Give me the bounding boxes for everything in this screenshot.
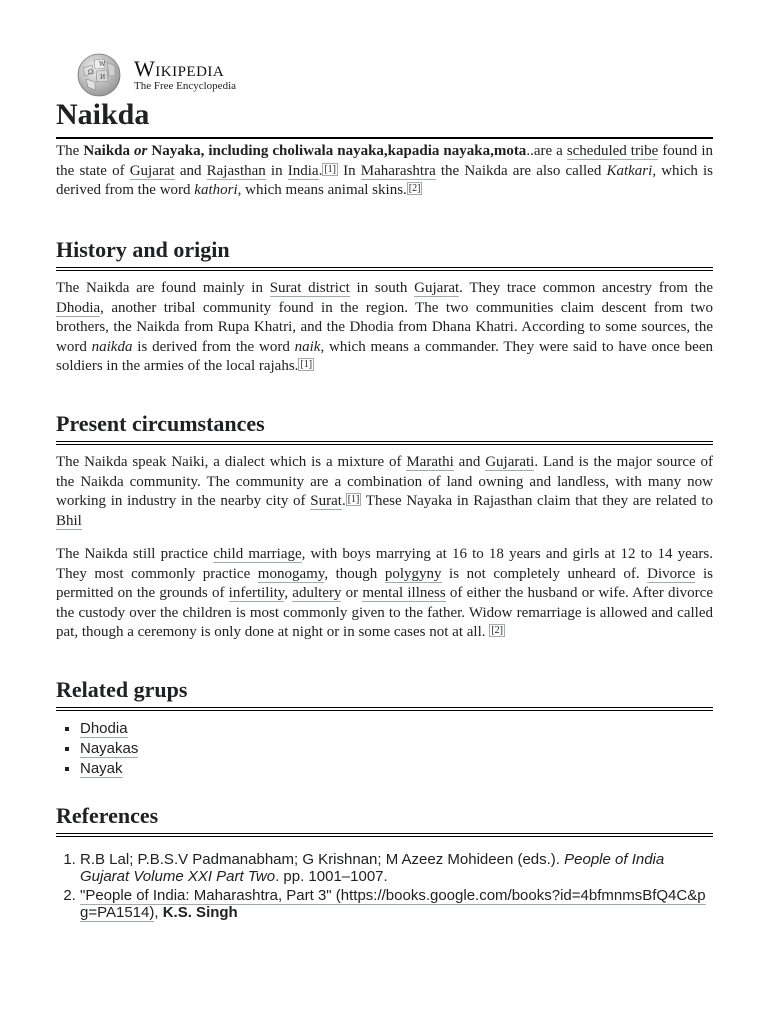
history-text: in south xyxy=(349,280,415,296)
present-text: The Naikda still practice xyxy=(56,546,214,562)
history-text: . They trace common ancestry from the xyxy=(459,280,713,296)
link-infertility[interactable]: infertility xyxy=(228,585,285,601)
related-heading: Related grups xyxy=(56,676,713,711)
link-nayakas[interactable]: Nayakas xyxy=(80,740,139,757)
wikipedia-globe-icon xyxy=(74,52,124,98)
present-text: is permitted on the grounds of xyxy=(56,565,714,601)
present-heading: Present circumstances xyxy=(56,410,713,445)
intro-italic-katkari: Katkari xyxy=(606,162,653,179)
wikipedia-tagline: The Free Encyclopedia xyxy=(134,80,237,92)
wikipedia-wordmark: Wikipedia xyxy=(134,56,225,81)
history-paragraph xyxy=(56,279,713,377)
citation-2[interactable]: [2] xyxy=(408,183,421,194)
present-paragraph-1 xyxy=(56,453,713,531)
intro-bold-nayaka: Nayaka, including choliwala nayaka,kapadia nayaka,mota xyxy=(151,143,527,159)
present-text: . xyxy=(341,493,346,509)
present-section xyxy=(56,410,713,643)
present-text: , xyxy=(284,585,293,601)
intro-text: ..are a xyxy=(526,143,567,159)
svg-text:W: W xyxy=(99,61,106,68)
history-text: , which means a commander. They were said to have once been soldiers in the armies of the local rajahs. xyxy=(56,338,713,374)
link-gujarati[interactable]: Gujarati xyxy=(485,454,535,470)
intro-text: In xyxy=(338,162,361,179)
intro-paragraph xyxy=(56,142,713,201)
present-text: and xyxy=(453,454,486,470)
link-nayak[interactable]: Nayak xyxy=(80,760,123,777)
history-text: The Naikda are found mainly in xyxy=(56,280,270,296)
intro-section xyxy=(56,142,713,201)
list-item xyxy=(80,739,713,759)
present-text: is not completely unheard of. xyxy=(441,565,648,582)
link-gujarat[interactable]: Gujarat xyxy=(414,280,460,296)
link-divorce[interactable]: Divorce xyxy=(647,565,696,582)
reference-italic-title: People of India Gujarat Volume XXI Part Two xyxy=(80,851,665,885)
history-section xyxy=(56,236,713,377)
link-polygyny[interactable]: polygyny xyxy=(384,565,442,582)
intro-italic-kathori: kathori xyxy=(194,182,238,198)
references-section xyxy=(56,802,713,923)
citation-2[interactable]: [2] xyxy=(491,625,503,636)
intro-bold-naikda: Naikda xyxy=(83,143,131,159)
link-bhil[interactable]: Bhil xyxy=(56,512,82,529)
list-item xyxy=(80,719,713,739)
reference-item xyxy=(80,851,713,885)
page-title: Naikda xyxy=(56,96,713,139)
references-heading: References xyxy=(56,802,713,837)
intro-text: . xyxy=(318,162,323,179)
related-list xyxy=(56,719,713,779)
link-monogamy[interactable]: monogamy xyxy=(257,565,325,582)
reference-text: R.B Lal; P.B.S.V Padmanabham; G Krishnan; M Azeez Mohideen (eds.). xyxy=(80,851,565,868)
present-text: These Nayaka in Rajasthan claim that they are related to xyxy=(361,493,713,509)
link-gujarat[interactable]: Gujarat xyxy=(129,162,175,179)
citation-1[interactable]: [1] xyxy=(347,494,360,505)
link-maharashtra[interactable]: Maharashtra xyxy=(360,162,436,179)
history-text: , another tribal community found in the region. The two communities claim descent from two brothers, the Naikda from Rupa Khatri, and the Dhodia from Dhana Khatri. According to some sources, the word xyxy=(56,299,713,355)
citation-1[interactable]: [1] xyxy=(300,359,313,370)
history-italic-naik: naik xyxy=(294,338,321,355)
intro-text: the Naikda are also called xyxy=(435,162,607,179)
list-item xyxy=(80,759,713,779)
present-text: , with boys marrying at 16 to 18 years and girls at 12 to 14 years. They most commonly practice xyxy=(56,546,713,582)
present-text: The Naikda speak Naiki, a dialect which is a mixture of xyxy=(56,454,407,470)
present-text: , though xyxy=(324,565,385,582)
reference-item xyxy=(80,887,713,921)
history-heading: History and origin xyxy=(56,236,713,271)
wikipedia-logo[interactable] xyxy=(74,52,264,98)
intro-text: , which means animal skins. xyxy=(237,182,407,198)
reference-text: , xyxy=(154,904,163,921)
intro-or: or xyxy=(134,143,148,159)
references-list xyxy=(56,851,713,921)
svg-text:Ω: Ω xyxy=(88,69,93,76)
link-surat[interactable]: Surat xyxy=(310,493,342,509)
intro-text: in xyxy=(265,162,288,179)
reference-author: K.S. Singh xyxy=(162,904,238,921)
present-text: or xyxy=(341,585,363,601)
link-india[interactable]: India xyxy=(287,162,319,179)
svg-text:И: И xyxy=(100,74,106,81)
related-section xyxy=(56,676,713,779)
link-mental-illness[interactable]: mental illness xyxy=(362,585,446,601)
link-rajasthan[interactable]: Rajasthan xyxy=(206,162,266,179)
citation-1[interactable]: [1] xyxy=(324,163,336,175)
link-child-marriage[interactable]: child marriage xyxy=(213,546,302,562)
reference-text: . pp. 1001–1007. xyxy=(275,868,388,885)
link-dhodia[interactable]: Dhodia xyxy=(56,299,101,316)
link-marathi[interactable]: Marathi xyxy=(406,454,454,470)
intro-text: The xyxy=(56,143,84,159)
intro-text: , which is derived from the word xyxy=(56,162,713,198)
history-italic-naikda: naikda xyxy=(91,338,133,355)
reference-link[interactable]: "People of India: Maharashtra, Part 3" (https://books.google.com/books?id=4bfmnmsBfQ4C&pg=PA1514) xyxy=(80,887,706,921)
present-text: . Land is the major source of the Naikda community. The community are a combination of land owning and landless, with many now working in industry in the nearby city of xyxy=(56,454,714,509)
intro-text: found in the state of xyxy=(56,143,713,179)
link-scheduled-tribe[interactable]: scheduled tribe xyxy=(566,143,659,159)
link-adultery[interactable]: adultery xyxy=(292,585,342,601)
link-surat-district[interactable]: Surat district xyxy=(269,280,350,296)
intro-text: and xyxy=(174,162,207,179)
present-paragraph-2 xyxy=(56,545,713,643)
history-text: is derived from the word xyxy=(132,338,295,355)
present-text: of either the husband or wife. After divorce the custody over the children is most commonly given to the father. Widow remarriage is allowed and called pat, though a ceremony is only done at night or in some cases not at all. xyxy=(56,585,713,640)
link-dhodia[interactable]: Dhodia xyxy=(80,720,128,737)
